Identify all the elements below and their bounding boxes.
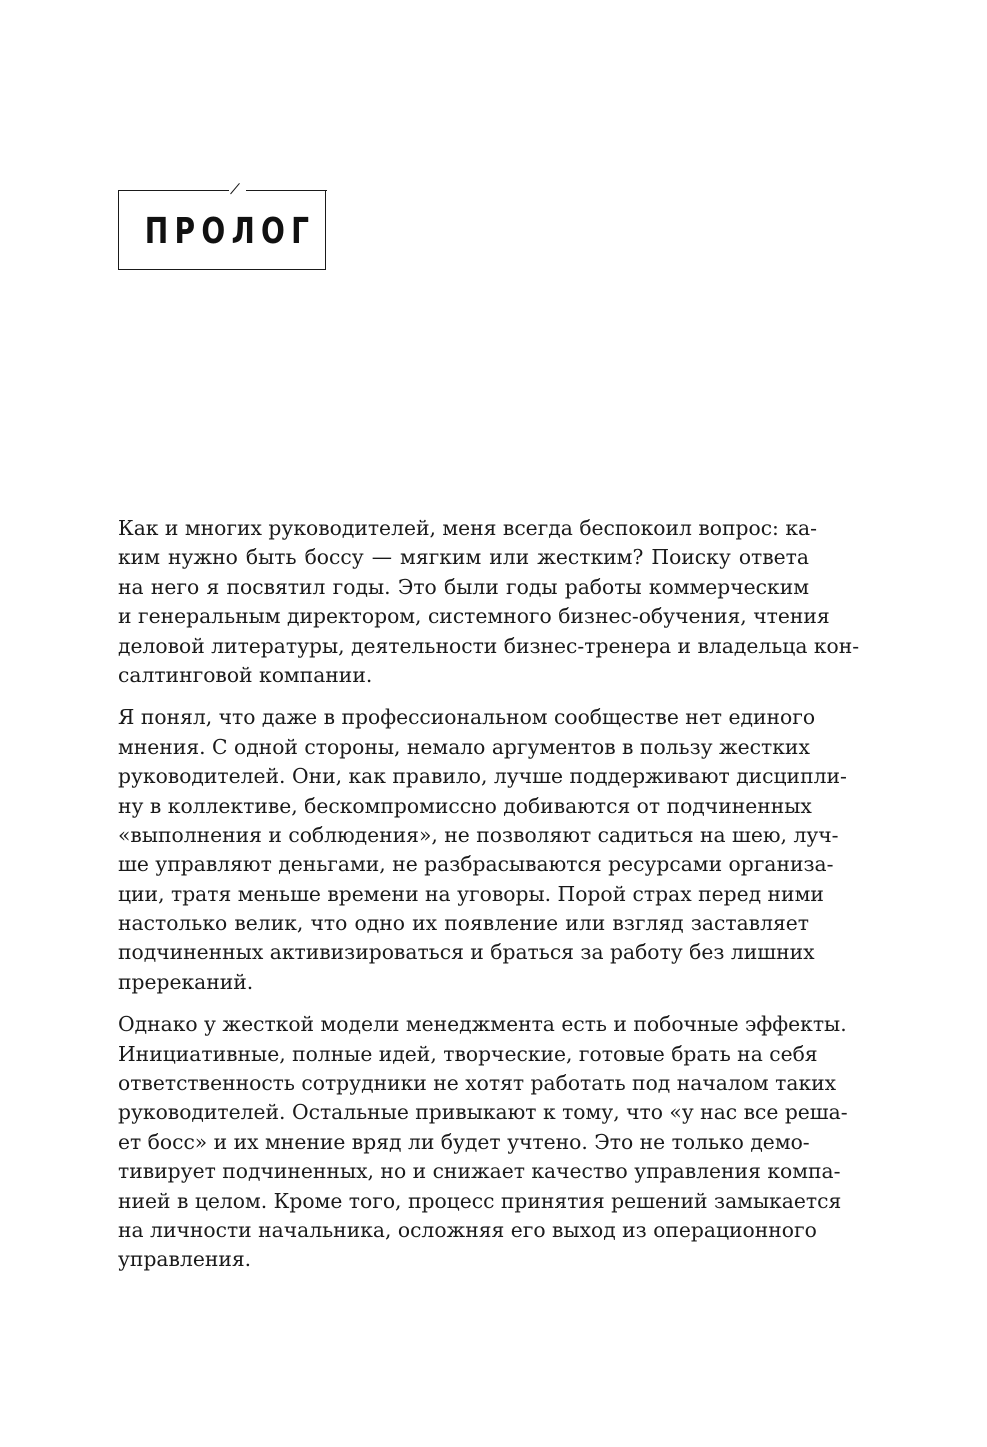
frame-top-line-left	[119, 190, 229, 191]
paragraph-1	[118, 514, 860, 690]
paragraph-3	[118, 1010, 848, 1275]
text-line: настолько велик, что одно их появление или взгляд заставляет	[118, 911, 809, 936]
text-line: пререканий.	[118, 969, 254, 994]
text-line: ответственность сотрудники не хотят работать под началом таких	[118, 1071, 837, 1096]
text-line: Инициативные, полные идей, творческие, готовые брать на себя	[118, 1041, 818, 1066]
text-line: ет босс» и их мнение вряд ли будет учтено. Это не только демо-	[118, 1129, 810, 1154]
frame-notch	[230, 183, 240, 194]
text-line: на него я посвятил годы. Это были годы работы коммерческим	[118, 574, 809, 599]
text-line: подчиненных активизироваться и браться за работу без лишних	[118, 940, 815, 965]
text-line: ше управляют деньгами, не разбрасываются ресурсами организа-	[118, 852, 834, 877]
text-line: руководителей. Они, как правило, лучше поддерживают дисципли-	[118, 764, 847, 789]
text-line: ким нужно быть боссу — мягким или жестким? Поиску ответа	[118, 545, 809, 570]
text-line: Как и многих руководителей, меня всегда беспокоил вопрос: ка-	[118, 516, 817, 540]
text-line: деловой литературы, деятельности бизнес-тренера и владельца кон-	[118, 633, 860, 658]
text-line: салтинговой компании.	[118, 662, 373, 687]
body-text	[118, 514, 860, 1288]
text-line: на личности начальника, осложняя его выход из операционного	[118, 1217, 817, 1242]
text-line: нией в целом. Кроме того, процесс принятия решений замыкается	[118, 1188, 842, 1213]
frame-top-line-right	[246, 190, 327, 191]
chapter-title-frame	[118, 190, 326, 270]
text-line: мнения. С одной стороны, немало аргументов в пользу жестких	[118, 734, 810, 759]
text-line: и генеральным директором, системного бизнес-обучения, чтения	[118, 604, 830, 629]
text-line: тивирует подчиненных, но и снижает качество управления компа-	[118, 1159, 841, 1184]
text-line: руководителей. Остальные привыкают к тому, что «у нас все реша-	[118, 1100, 848, 1125]
text-line: управления.	[118, 1247, 252, 1272]
text-line: ну в коллективе, бескомпромиссно добиваются от подчиненных	[118, 793, 812, 818]
text-line: «выполнения и соблюдения», не позволяют садиться на шею, луч-	[118, 822, 839, 847]
text-line: Я понял, что даже в профессиональном сообществе нет единого	[118, 705, 816, 730]
text-line: Однако у жесткой модели менеджмента есть и побочные эффекты.	[118, 1012, 847, 1037]
text-line: ции, тратя меньше времени на уговоры. Порой страх перед ними	[118, 881, 824, 906]
paragraph-2	[118, 703, 847, 997]
chapter-title: ПРОЛОГ	[144, 211, 316, 252]
